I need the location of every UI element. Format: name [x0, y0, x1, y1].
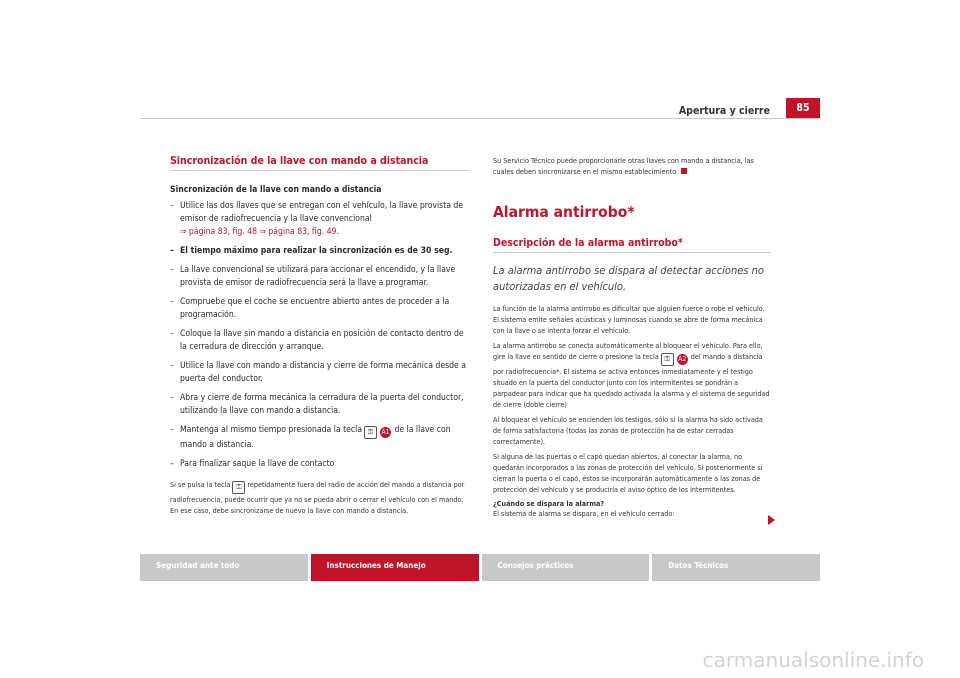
footer-tab-seguridad[interactable]: Seguridad ante todo: [140, 554, 308, 581]
callout-number-icon: A2: [678, 355, 687, 363]
list-item: – Mantenga al mismo tiempo presionada la tecla ⚿ A1 de la llave con mando a distancia.: [170, 424, 470, 452]
body-paragraph: El sistema de alarma se dispara, en el vehículo cerrado:: [493, 509, 675, 518]
section-heading-alarm: Descripción de la alarma antirrobo*: [493, 237, 771, 253]
question-heading: ¿Cuándo se dispara la alarma?: [493, 499, 605, 508]
list-item: – Coloque la llave sin mando a distancia en posición de contacto dentro de la cerradura de dirección y arranque.: [170, 328, 470, 354]
unlock-key-icon: ⚿: [232, 481, 245, 494]
list-item: – Compruebe que el coche se encuentre abierto antes de proceder a la programación.: [170, 296, 470, 322]
right-column: [493, 155, 771, 523]
lock-key-icon: ⚿: [661, 353, 674, 366]
continue-arrow-icon: [768, 515, 775, 525]
body-paragraph: Si alguna de las puertas o el capó quedan abiertos, al conectar la alarma, no quedarán incorporados a las zonas de protección del vehículo. Si posteriormente si cierran la puerta o el capó, éstos se incorporarán automáticamente a las zonas de protección del vehículo y se produciría el aviso óptico de los intermitentes.: [493, 452, 763, 494]
chapter-heading-alarm: Alarma antirrobo*: [493, 203, 635, 221]
header-rule: [140, 118, 820, 119]
note-paragraph: Si se pulsa la tecla ⚿ repetidamente fuera del radio de acción del mando a distancia por radiofrecuencia, puede ocurrir que ya no se pueda abrir o cerrar el vehículo con el mando. En ese caso, debe sincronizarse de nuevo la llave con mando a distancia.: [170, 480, 465, 515]
unlock-key-icon: ⚿: [364, 426, 377, 439]
page-crossref-link[interactable]: ⇒ página 83, fig. 48 ⇒ página 83, fig. 49: [180, 227, 337, 237]
list-item: – Utilice las dos llaves que se entregan con el vehículo, la llave provista de emisor de radiofrecuencia y la llave convencional ⇒ página 83, fig. 48 ⇒ página 83, fig. 49.: [170, 200, 470, 239]
left-column: [170, 155, 470, 516]
lead-paragraph: La alarma antirrobo se dispara al detectar acciones no autorizadas en el vehículo.: [493, 264, 764, 293]
callout-number-icon: A1: [381, 428, 390, 436]
footer-tab-datos[interactable]: Datos Técnicos: [652, 554, 820, 581]
running-header-title: Apertura y cierre: [678, 105, 770, 117]
section-end-mark-icon: [681, 168, 687, 174]
page-number: 85: [786, 98, 820, 118]
body-paragraph: La función de la alarma antirrobo es dificultar que alguien fuerce o robe el vehículo. El sistema emite señales acústicas y luminosas cuando se abre de forma mecánica con la llave o se intenta forzar el vehículo.: [493, 304, 765, 335]
list-item: – Abra y cierre de forma mecánica la cerradura de la puerta del conductor, utilizando la llave con mando a distancia.: [170, 392, 470, 418]
intro-paragraph: Su Servicio Técnico puede proporcionarle otras llaves con mando a distancia, las cuales deben sincronizarse en el mismo establecimiento.: [493, 156, 754, 176]
sync-steps-list: [170, 200, 470, 471]
footer-nav: [140, 554, 820, 581]
list-item: – La llave convencional se utilizará para accionar el encendido, y la llave provista de emisor de radiofrecuencia será la llave a programar.: [170, 264, 470, 290]
body-paragraph: La alarma antirrobo se conecta automáticamente al bloquear el vehículo. Para ello, gire la llave en sentido de cierre o presione la tecla ⚿ A2 del mando a distancia por radiofrecuencia*. El sistema se activa entonces inmediatamente y el testigo situado en la puerta del conductor junto con los intermitentes se pondrán a parpadear para indicar que ha quedado activada la alarma y el sistema de seguridad de cierre (doble cierre): [493, 341, 770, 409]
body-paragraph: Al bloquear el vehículo se encienden los testigos, sólo si la alarma ha sido activada de forma satisfactoria (todas las zonas de protección ha de estar cerradas correctamente).: [493, 415, 763, 446]
footer-tab-instrucciones[interactable]: Instrucciones de Manejo: [311, 554, 479, 581]
section-heading-sync: Sincronización de la llave con mando a distancia: [170, 155, 470, 171]
subheading-sync: Sincronización de la llave con mando a distancia: [170, 185, 382, 195]
list-item: – Para finalizar saque la llave de contacto: [170, 458, 470, 471]
watermark: carmanualsonline.info: [702, 648, 924, 672]
list-item: – Utilice la llave con mando a distancia y cierre de forma mecánica desde a puerta del conductor.: [170, 360, 470, 386]
list-item: – El tiempo máximo para realizar la sincronización es de 30 seg.: [170, 245, 470, 258]
footer-tab-consejos[interactable]: Consejos prácticos: [482, 554, 650, 581]
